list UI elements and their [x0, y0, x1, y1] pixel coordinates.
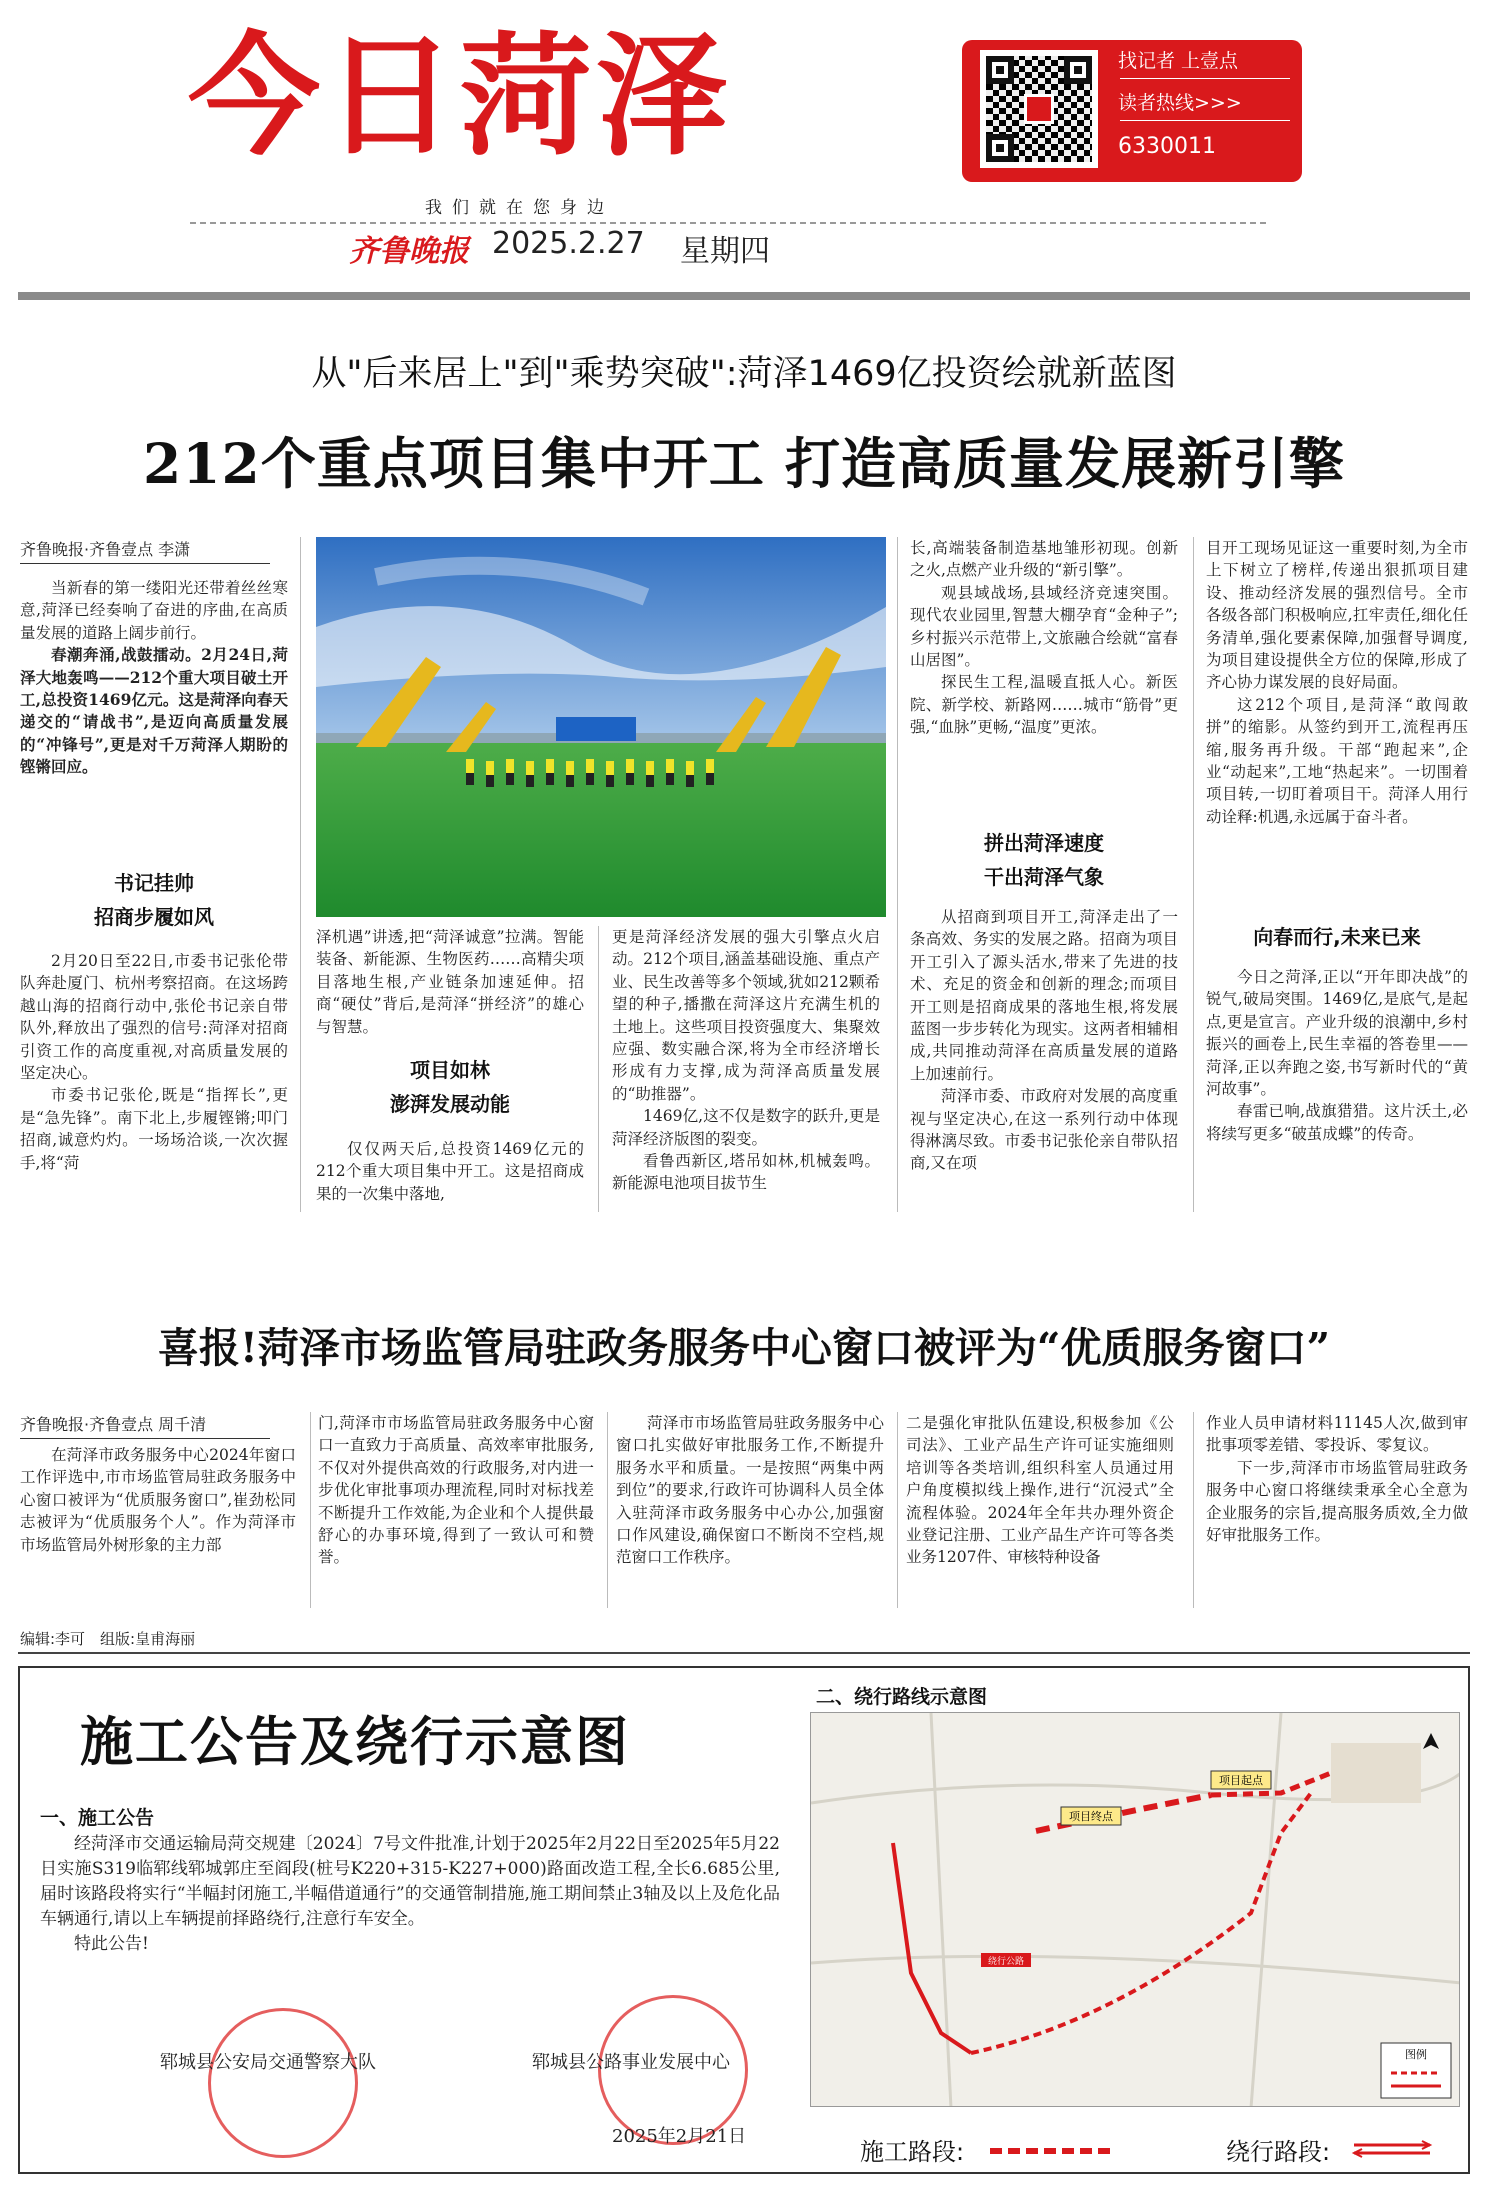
paragraph: 门,菏泽市市场监管局驻政务服务中心窗口一直致力于高质量、高效率审批服务,不仅对外提供高效的行政服务,对内进一步优化审批事项办理流程,同时对标找差不断提升工作效能,为企业和个人提供最舒心的办事环境,得到了一致认可和赞誉。: [318, 1414, 594, 1567]
paragraph: 看鲁西新区,塔吊如林,机械轰鸣。新能源电池项目拔节生: [612, 1152, 880, 1193]
article2-col4: [906, 1412, 1174, 1608]
issue-date: 2025.2.27: [492, 226, 645, 261]
editor-credit: 编辑:李可 组版:皇甫海丽: [20, 1630, 196, 1648]
subhead: 向春而行,未来已来: [1253, 925, 1421, 949]
paragraph: 探民生工程,温暖直抵人心。新医院、新学校、新路网……城市“筋骨”更强,“血脉”更畅,“温度”更浓。: [910, 673, 1178, 737]
top-rule: [18, 292, 1470, 300]
paragraph: 菏泽市委、市政府对发展的高度重视与坚定决心,在这一系列行动中体现得淋漓尽致。市委书记张伦亲自带队招商,又在项: [910, 1087, 1178, 1173]
paragraph: 下一步,菏泽市市场监管局驻政务服务中心窗口将继续秉承全心全意为企业服务的宗旨,提高服务质效,全力做好审批服务工作。: [1206, 1458, 1468, 1545]
paragraph: 春雷已响,战旗猎猎。这片沃土,必将续写更多“破茧成蝶”的传奇。: [1206, 1102, 1468, 1143]
paragraph: 这212个项目,是菏泽“敢闯敢拼”的缩影。从签约到开工,流程再压缩,服务再升级。干部“跑起来”,企业“动起来”,工地“热起来”。一切围着项目转,一切盯着项目干。菏泽人用行动诠释:机遇,永远属于奋斗者。: [1206, 695, 1468, 826]
masthead-divider: [190, 222, 1266, 224]
paragraph: 观县域战场,县域经济竞速突围。现代农业园里,智慧大棚孕育“金种子”;乡村振兴示范带上,文旅融合绘就“富春山居图”。: [910, 583, 1178, 670]
article1-col1-bottom: [20, 950, 288, 1212]
subhead: 拼出菏泽速度 干出菏泽气象: [984, 831, 1104, 889]
paragraph: 从招商到项目开工,菏泽走出了一条高效、务实的发展之路。招商为项目开工引入了源头活水,带来了先进的技术、充足的资金和创新的理念;而项目开工则是招商成果的落地生根,将发展蓝图一步步转化为现实。这两者相辅相成,共同推动菏泽在高质量发展的道路上加速前行。: [910, 908, 1178, 1083]
police-seal: [208, 2008, 358, 2158]
notice-title: 施工公告及绕行示意图: [80, 1711, 630, 1773]
article2-col2: [318, 1412, 594, 1608]
paragraph: 仅仅两天后,总投资1469亿元的212个重大项目集中开工。这是招商成果的一次集中落地,: [316, 1140, 584, 1203]
article1-col5-bottom: [1206, 966, 1468, 1212]
article1-headline: 212个重点项目集中开工 打造高质量发展新引擎: [143, 431, 1345, 496]
legend-detour-label: 绕行路段:: [1226, 2138, 1331, 2166]
article1-col2-top: [316, 926, 584, 1046]
hotline-label: 读者热线>>>: [1118, 92, 1242, 114]
paragraph: 菏泽市市场监管局驻政务服务中心窗口扎实做好审批服务工作,不断提升服务水平和质量。一是按照“两集中两到位”的要求,行政许可协调科人员全体入驻菏泽市政务服务中心办公,加强窗口作风建设,确保窗口不断岗不空档,规范窗口工作秩序。: [616, 1414, 884, 1567]
paragraph: 2月20日至22日,市委书记张伦带队奔赴厦门、杭州考察招商。在这场跨越山海的招商行动中,张伦书记亲自带队外,释放出了强烈的信号:菏泽对招商引资工作的高度重视,对高质量发展的坚定决心。: [20, 952, 288, 1083]
paragraph: 在菏泽市政务服务中心2024年窗口工作评选中,市市场监管局驻政务服务中心窗口被评为“优质服务窗口”,崔劲松同志被评为“优质服务个人”。作为菏泽市市场监管局外树形象的主力部: [20, 1446, 296, 1554]
issue-weekday: 星期四: [680, 234, 770, 269]
paragraph: 长,高端装备制造基地雏形初现。创新之火,点燃产业升级的“新引擎”。: [910, 539, 1178, 580]
notice-section2: 二、绕行路线示意图: [816, 1686, 988, 1708]
qr-code-icon[interactable]: [980, 50, 1098, 168]
slogan: 我们就在您身边: [425, 198, 614, 218]
paragraph: 更是菏泽经济发展的强大引擎点火启动。212个项目,涵盖基础设施、重点产业、民生改善等多个领域,犹如212颗希望的种子,播撒在菏泽这片充满生机的土地上。这些项目投资强度大、集聚效应强、数实融合深,将为全市经济增长形成有力支撑,成为菏泽高质量发展的“助推器”。: [612, 928, 880, 1103]
hotline-number: 6330011: [1118, 134, 1216, 159]
article1-col4-bottom: [910, 906, 1178, 1212]
paragraph: 当新春的第一缕阳光还带着丝丝寒意,菏泽已经奏响了奋进的序曲,在高质量发展的道路上阔步前行。: [20, 579, 288, 642]
issuer-highway: 郓城县公路事业发展中心: [532, 2052, 730, 2073]
paragraph: 春潮奔涌,战鼓擂动。2月24日,菏泽大地轰鸣——212个重大项目破土开工,总投资1469亿元。这是菏泽向春天递交的“请战书”,是迈向高质量发展的“冲锋号”,更是对千万菏泽人期盼的铿锵回应。: [20, 645, 288, 777]
legend-detour-arrows-icon: [1350, 2140, 1434, 2158]
article2-col1: [20, 1444, 296, 1608]
paragraph: 经菏泽市交通运输局菏交规建〔2024〕7号文件批准,计划于2025年2月22日至2025年5月22日实施S319临郓线郓城郭庄至阎段(桩号K220+315-K227+000)路面改造工程,全长6.685公里,届时该路段将实行“半幅封闭施工,半幅借道通行”的交通管制措施,施工期间禁止3轴及以上及危化品车辆通行,请以上车辆提前择路绕行,注意行车安全。: [40, 1834, 780, 1929]
article2-col5: [1206, 1412, 1468, 1608]
newspaper-title: 今日菏泽: [188, 20, 732, 174]
article1-col1-top: [20, 577, 288, 837]
article2-col3: [616, 1412, 884, 1608]
legend-construction-label: 施工路段:: [860, 2138, 965, 2166]
paragraph: 1469亿,这不仅是数字的跃升,更是菏泽经济版图的裂变。: [612, 1107, 880, 1148]
issuer-police: 郓城县公安局交通警察大队: [160, 2052, 376, 2073]
article2-headline: 喜报!菏泽市场监管局驻政务服务中心窗口被评为“优质服务窗口”: [157, 1324, 1331, 1372]
paragraph: 特此公告!: [74, 1934, 149, 1954]
legend-construction-line: [990, 2148, 1110, 2154]
paper-name: 齐鲁晚报: [349, 234, 469, 269]
notice-date: 2025年2月21日: [612, 2126, 747, 2147]
article1-col5-top: [1206, 537, 1468, 913]
paragraph: 泽机遇”讲透,把“菏泽诚意”拉满。智能装备、新能源、生物医药……高精尖项目落地生根,产业链条加速延伸。招商“硬仗”背后,是菏泽“拼经济”的雄心与智慧。: [316, 928, 584, 1036]
paragraph: 目开工现场见证这一重要时刻,为全市上下树立了榜样,传递出狠抓项目建设、推动经济发展的强烈信号。全市各级各部门积极响应,扛牢责任,细化任务清单,强化要素保障,加强督导调度,为项目建设提供全方位的保障,形成了齐心协力谋发展的良好局面。: [1206, 539, 1468, 692]
article2-byline: 齐鲁晚报·齐鲁壹点 周千清: [20, 1412, 270, 1439]
paragraph: 作业人员申请材料11145人次,做到审批事项零差错、零投诉、零复议。: [1206, 1414, 1468, 1455]
article1-col4-top: [910, 537, 1178, 817]
notice-body: [40, 1832, 780, 1957]
groundbreaking-photo: [316, 537, 886, 917]
article1-col2-bottom: [316, 1138, 584, 1212]
paragraph: 市委书记张伦,既是“指挥长”,更是“急先锋”。南下北上,步履铿锵;叩门招商,诚意灼灼。一场场洽谈,一次次握手,将“菏: [20, 1086, 288, 1172]
article1-kicker: 从"后来居上"到"乘势突破":菏泽1469亿投资绘就新蓝图: [311, 354, 1177, 394]
detour-map[interactable]: [810, 1712, 1460, 2107]
article1-byline: 齐鲁晚报·齐鲁壹点 李潇: [20, 537, 270, 564]
reporter-label: 找记者 上壹点: [1118, 50, 1239, 72]
qr-logo-icon: [1024, 94, 1054, 124]
map-legend-title: 图例: [1405, 2048, 1427, 2061]
subhead: 项目如林 澎湃发展动能: [390, 1058, 510, 1116]
article1-col3: [612, 926, 880, 1212]
notice-section1: 一、施工公告: [40, 1807, 155, 1829]
paragraph: 二是强化审批队伍建设,积极参加《公司法》、工业产品生产许可证实施细则培训等各类培训,组织科室人员通过用户角度模拟线上操作,进行“沉浸式”全流程体验。2024年全年共办理外资企业登记注册、工业产品生产许可等各类业务1207件、审核特种设备: [906, 1414, 1174, 1567]
subhead: 书记挂帅 招商步履如风: [94, 871, 214, 929]
map-detour-label: 绕行公路: [987, 1957, 1025, 1967]
paragraph: 今日之菏泽,正以“开年即决战”的锐气,破局突围。1469亿,是底气,是起点,更是宣言。产业升级的浪潮中,乡村振兴的画卷上,民生幸福的答卷里——菏泽,正以奔跑之姿,书写新时代的“黄河故事”。: [1206, 968, 1468, 1099]
map-end-label: 项目终点: [1069, 1810, 1113, 1823]
map-start-label: 项目起点: [1219, 1774, 1263, 1787]
